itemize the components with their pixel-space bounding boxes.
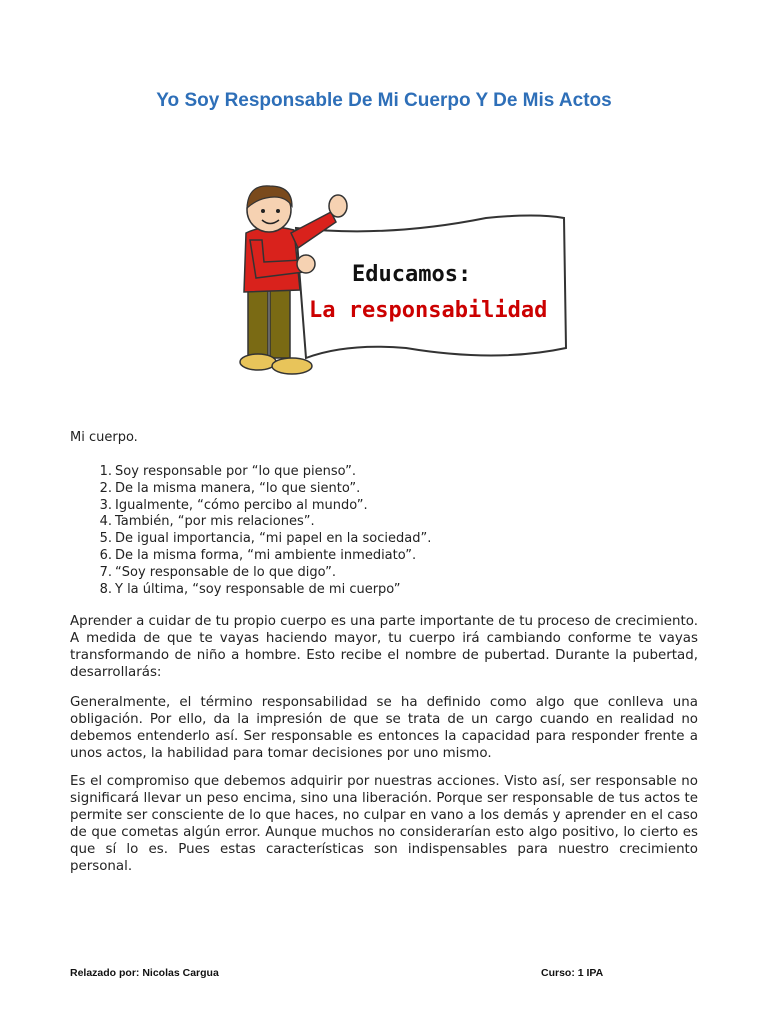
list-number: 2. bbox=[99, 480, 112, 496]
paragraph-body: Es el compromiso que debemos adquirir por nuestras acciones. Visto así, ser responsable no significará llevar un peso encima, sino una liberación. Porque ser responsable de tus actos te permite ser consciente de lo que haces, no culpar en vano a los demás y aprender en el caso de que cometas algún error. Aunque muchos no considerarían esto algo positivo, lo cierto es que sí lo es. Pues estas características son indispensables para nuestro crecimiento personal. bbox=[70, 774, 698, 874]
banner-title: Educamos: bbox=[352, 262, 472, 287]
paragraph-body: Generalmente, el término responsabilidad se ha definido como algo que conlleva una obligación. Por ello, da la impresión de que se trata de un cargo cuando en realidad no debemos entenderlo así. Ser responsable es entonces la capacidad para responder frente a unos actos, la habilidad para tomar decisiones por uno mismo. bbox=[70, 695, 698, 761]
section-label: Mi cuerpo. bbox=[70, 430, 138, 445]
list-item bbox=[70, 548, 431, 565]
list-text: De la misma forma, “mi ambiente inmediato”. bbox=[115, 547, 417, 563]
list-number: 8. bbox=[99, 581, 112, 597]
list-number: 3. bbox=[99, 497, 112, 513]
list-number: 5. bbox=[99, 531, 112, 547]
list-text: “Soy responsable de lo que digo”. bbox=[115, 564, 336, 580]
list-number: 6. bbox=[99, 547, 112, 563]
responsibility-list bbox=[70, 464, 431, 598]
list-number: 1. bbox=[99, 464, 112, 479]
list-item bbox=[70, 565, 431, 582]
paragraph-body: Aprender a cuidar de tu propio cuerpo es una parte importante de tu proceso de crecimiento. A medida de que te vayas haciendo mayor, tu cuerpo irá cambiando conforme te vayas transformando de niño a hombre. Esto recibe el nombre de pubertad. Durante la pubertad, desarrollarás: bbox=[70, 614, 698, 680]
list-item bbox=[70, 514, 431, 531]
list-text: Y la última, “soy responsable de mi cuerpo” bbox=[115, 581, 401, 597]
list-item bbox=[70, 498, 431, 515]
page-title: Yo Soy Responsable De Mi Cuerpo Y De Mis Actos bbox=[156, 90, 612, 111]
list-text: Igualmente, “cómo percibo al mundo”. bbox=[115, 497, 368, 513]
banner-subtitle: La responsabilidad bbox=[309, 298, 548, 323]
list-item bbox=[70, 464, 431, 481]
list-number: 4. bbox=[99, 514, 112, 530]
list-text: De igual importancia, “mi papel en la sociedad”. bbox=[115, 531, 432, 547]
list-item bbox=[70, 582, 431, 599]
list-text: Soy responsable por “lo que pienso”. bbox=[115, 464, 357, 479]
list-text: También, “por mis relaciones”. bbox=[115, 514, 315, 530]
list-number: 7. bbox=[99, 564, 112, 580]
footer-author: Relazado por: Nicolas Cargua bbox=[70, 967, 219, 979]
footer-course: Curso: 1 IPA bbox=[541, 967, 604, 979]
list-item bbox=[70, 481, 431, 498]
list-item bbox=[70, 531, 431, 548]
list-text: De la misma manera, “lo que siento”. bbox=[115, 480, 361, 496]
